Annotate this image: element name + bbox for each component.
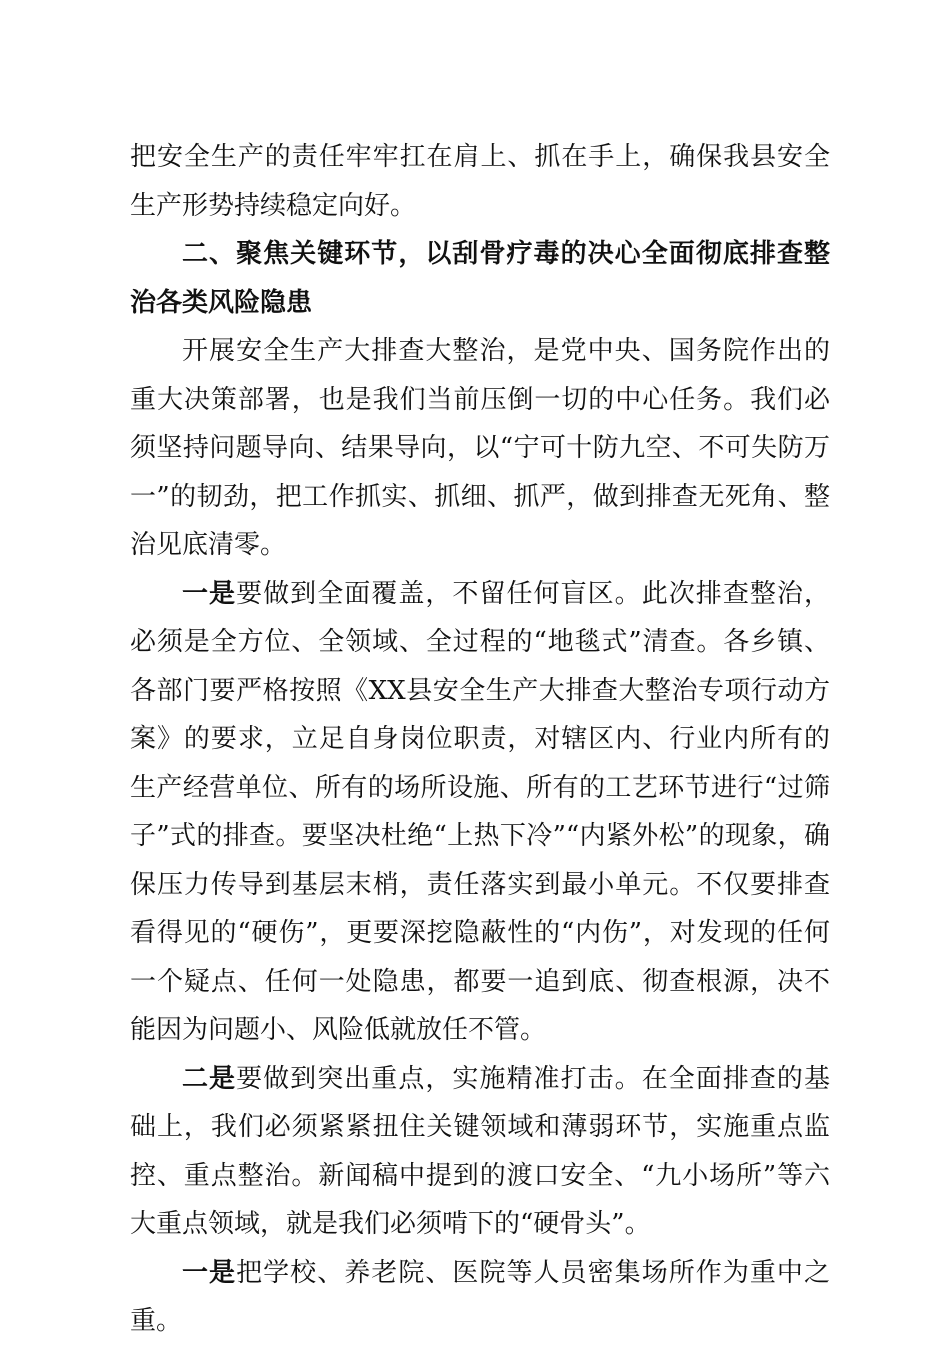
- point-three-lead: 一是: [182, 1257, 237, 1288]
- point-two-paragraph: [130, 1055, 830, 1249]
- point-two-text: 要做到突出重点，实施精准打击。在全面排查的基础上，我们必须紧紧扭住关键领域和薄弱环节，实施重点监控、重点整治。新闻稿中提到的渡口安全、“九小场所”等六大重点领域，就是我们必须啃下的“硬骨头”。: [130, 1063, 830, 1239]
- point-one-paragraph: [130, 570, 830, 1055]
- intro-paragraph: 开展安全生产大排查大整治，是党中央、国务院作出的重大决策部署，也是我们当前压倒一切的中心任务。我们必须坚持问题导向、结果导向，以“宁可十防九空、不可失防万一”的韧劲，把工作抓实、抓细、抓严，做到排查无死角、整治见底清零。: [130, 336, 830, 560]
- point-one-lead: 一是: [182, 578, 237, 609]
- point-three-text: 把学校、养老院、医院等人员密集场所作为重中之重。: [130, 1257, 830, 1336]
- point-two-lead: 二是: [182, 1063, 237, 1094]
- continuation-paragraph: 把安全生产的责任牢牢扛在肩上、抓在手上，确保我县安全生产形势持续稳定向好。: [130, 142, 830, 221]
- document-page: [130, 133, 830, 1346]
- point-one-text: 要做到全面覆盖，不留任何盲区。此次排查整治，必须是全方位、全领域、全过程的“地毯式”清查。各乡镇、各部门要严格按照《XX县安全生产大排查大整治专项行动方案》的要求，立足自身岗位职责，对辖区内、行业内所有的生产经营单位、所有的场所设施、所有的工艺环节进行“过筛子”式的排查。要坚决杜绝“上热下冷”“内紧外松”的现象，确保压力传导到基层末梢，责任落实到最小单元。不仅要排查看得见的“硬伤”，更要深挖隐蔽性的“内伤”，对发现的任何一个疑点、任何一处隐患，都要一追到底、彻查根源，决不能因为问题小、风险低就放任不管。: [130, 578, 830, 1045]
- point-three-paragraph: [130, 1249, 830, 1346]
- section-heading: 二、聚焦关键环节，以刮骨疗毒的决心全面彻底排查整治各类风险隐患: [130, 239, 830, 318]
